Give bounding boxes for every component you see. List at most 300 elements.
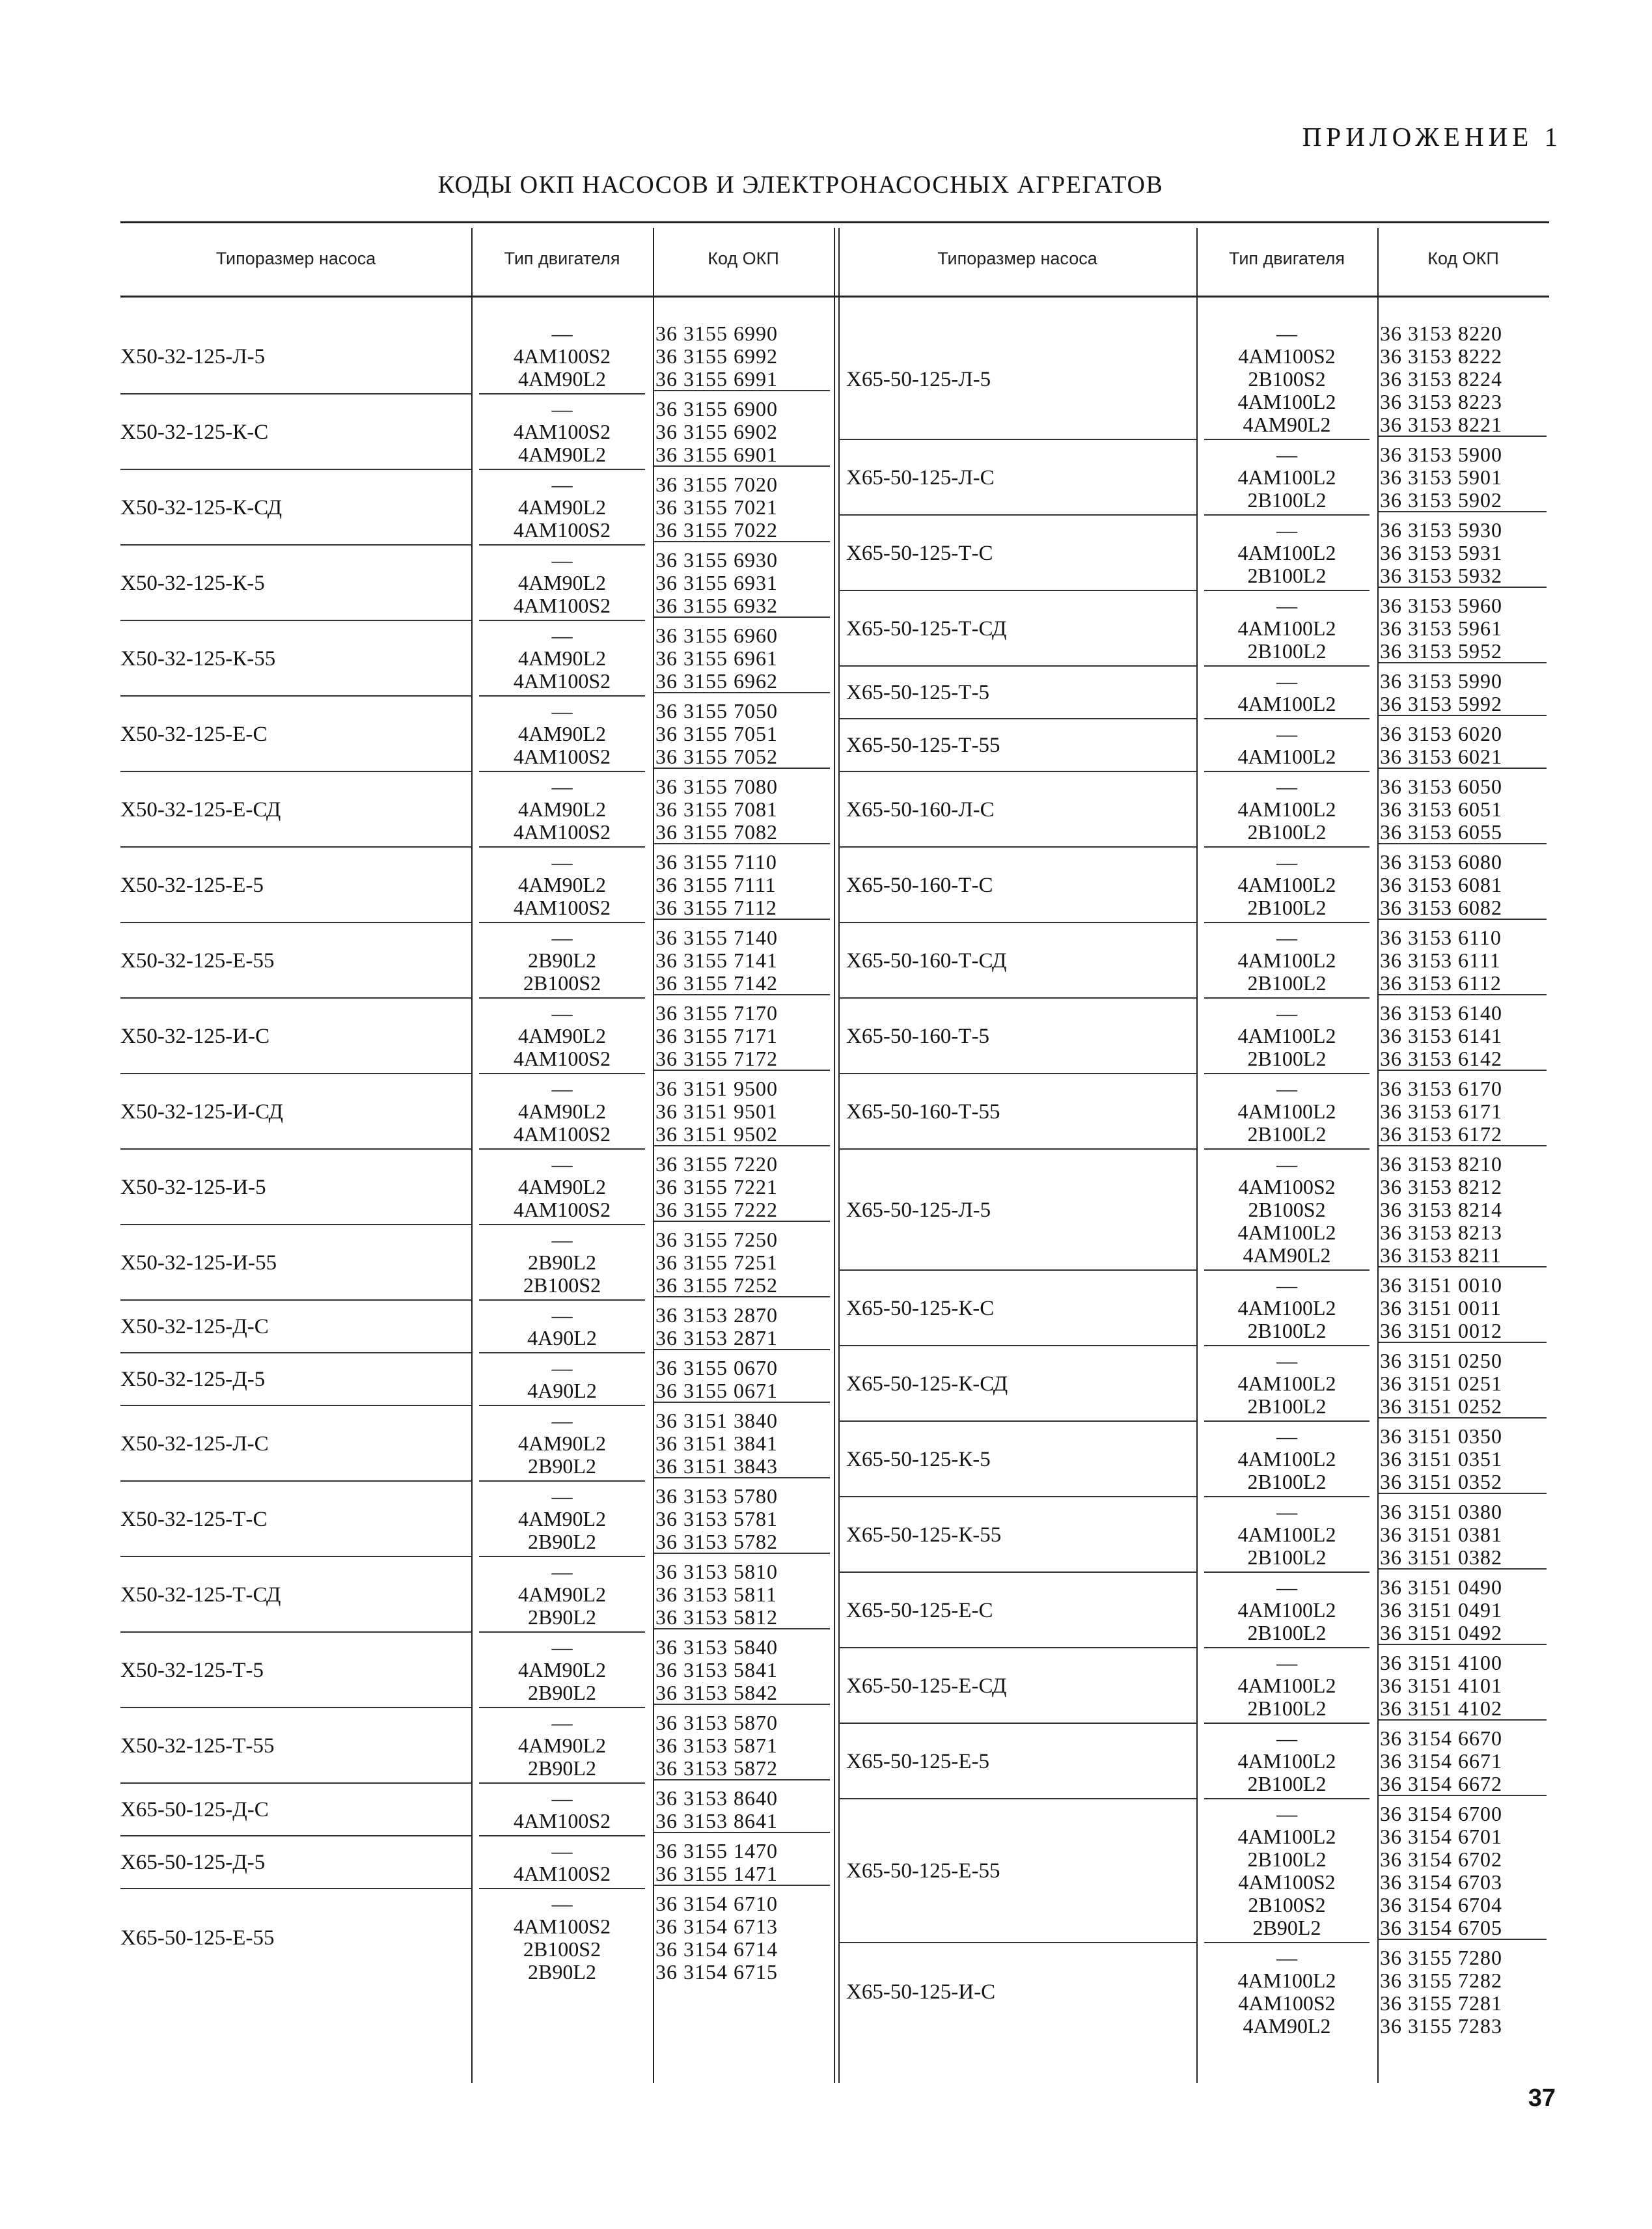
- row-separator: [1204, 718, 1370, 719]
- okp-code-cell: 36 3153 8641: [655, 1809, 778, 1833]
- row-separator: [1379, 1568, 1547, 1570]
- row-separator: [654, 994, 830, 995]
- okp-code-cell: 36 3153 5952: [1380, 639, 1502, 663]
- okp-code-cell: 36 3153 8210: [1380, 1152, 1502, 1176]
- pump-size-cell: Х50-32-125-Е-55: [120, 948, 275, 973]
- okp-code-cell: 36 3155 7283: [1380, 2014, 1502, 2038]
- row-separator: [654, 1070, 830, 1071]
- okp-code-cell: 36 3155 7110: [655, 850, 777, 874]
- okp-code-cell: 36 3155 7082: [655, 820, 778, 844]
- okp-code-cell: 36 3153 2870: [655, 1303, 778, 1327]
- okp-code-cell: 36 3151 0491: [1380, 1598, 1502, 1622]
- motor-type-cell: —: [551, 548, 573, 572]
- okp-code-cell: 36 3154 6670: [1380, 1726, 1502, 1750]
- row-separator: [479, 1405, 645, 1406]
- row-separator: [1204, 1420, 1370, 1422]
- motor-type-cell: —: [551, 1356, 573, 1379]
- okp-code-cell: 36 3153 5872: [655, 1756, 778, 1780]
- row-separator: [654, 1779, 830, 1780]
- row-separator: [838, 665, 1196, 667]
- row-separator: [1379, 587, 1547, 588]
- motor-type-cell: 2В100S2: [1248, 1198, 1326, 1221]
- motor-type-cell: 4АМ100L2: [1237, 390, 1336, 413]
- okp-code-cell: 36 3154 6713: [655, 1915, 778, 1938]
- pump-size-cell: Х50-32-125-Д-5: [120, 1368, 266, 1391]
- pump-size-cell: Х65-50-125-Т-СД: [846, 616, 1007, 641]
- okp-code-cell: 36 3153 6141: [1380, 1024, 1502, 1047]
- okp-code-cell: 36 3155 7170: [655, 1001, 778, 1025]
- okp-code-cell: 36 3153 5782: [655, 1530, 778, 1553]
- pump-size-cell: Х65-50-125-Л-5: [846, 367, 991, 391]
- motor-type-cell: 4АМ100L2: [1237, 1674, 1336, 1697]
- motor-type-cell: 4АМ90L2: [517, 1432, 607, 1455]
- motor-type-cell: —: [551, 1484, 573, 1508]
- row-separator: [654, 1628, 830, 1629]
- okp-code-cell: 36 3154 6700: [1380, 1802, 1502, 1825]
- motor-type-cell: —: [1276, 1802, 1297, 1825]
- page-number: 37: [1528, 2084, 1556, 2112]
- row-separator: [479, 1299, 645, 1301]
- okp-code-cell: 36 3153 6082: [1380, 896, 1502, 919]
- okp-code-cell: 36 3154 6701: [1380, 1825, 1502, 1848]
- motor-type-cell: 4АМ100L2: [1237, 797, 1336, 821]
- motor-type-cell: —: [551, 322, 573, 345]
- row-separator: [120, 620, 471, 621]
- header-pump-size-left: Типоразмер насоса: [215, 248, 376, 268]
- pump-size-cell: Х65-50-160-Т-С: [846, 873, 993, 897]
- motor-type-cell: —: [551, 1077, 573, 1100]
- row-separator: [1204, 1148, 1370, 1150]
- motor-type-cell: —: [1276, 518, 1297, 542]
- motor-type-cell: 4АМ100L2: [1237, 616, 1336, 640]
- okp-code-cell: 36 3153 8214: [1380, 1198, 1502, 1221]
- row-separator: [120, 1782, 471, 1784]
- okp-code-cell: 36 3151 9502: [655, 1122, 778, 1146]
- okp-code-cell: 36 3151 4101: [1380, 1674, 1502, 1697]
- okp-code-cell: 36 3153 6055: [1380, 820, 1502, 844]
- row-separator: [1379, 1417, 1547, 1419]
- row-separator: [654, 1402, 830, 1403]
- row-separator: [479, 469, 645, 470]
- row-separator: [838, 1269, 1196, 1271]
- pump-size-cell: Х65-50-125-К-5: [846, 1447, 991, 1471]
- motor-type-cell: 2В100L2: [1247, 1470, 1327, 1493]
- motor-type-cell: 4АМ100S2: [513, 1198, 611, 1221]
- motor-type-cell: 4АМ100L2: [1237, 541, 1336, 564]
- pump-size-cell: Х50-32-125-Е-СД: [120, 797, 281, 822]
- row-separator: [838, 1723, 1196, 1724]
- okp-code-cell: 36 3153 5871: [655, 1734, 778, 1757]
- motor-type-cell: —: [551, 926, 573, 949]
- motor-type-cell: 4АМ100S2: [513, 669, 611, 693]
- okp-code-cell: 36 3153 8212: [1380, 1175, 1502, 1198]
- motor-type-cell: 4АМ90L2: [517, 1100, 607, 1123]
- pump-size-cell: Х65-50-160-Т-5: [846, 1024, 989, 1048]
- row-separator: [120, 469, 471, 470]
- pump-size-cell: Х65-50-125-И-С: [846, 1980, 996, 2004]
- pump-size-cell: Х65-50-125-Е-5: [846, 1749, 989, 1773]
- okp-code-cell: 36 3153 6112: [1380, 971, 1502, 995]
- okp-code-cell: 36 3151 9501: [655, 1100, 778, 1123]
- row-separator: [1379, 1939, 1547, 1940]
- pump-size-cell: Х50-32-125-Т-55: [120, 1734, 275, 1758]
- row-separator: [838, 1148, 1196, 1150]
- motor-type-cell: 4АМ100L2: [1237, 465, 1336, 489]
- header-okp-code-right: Код ОКП: [1427, 248, 1499, 268]
- pump-size-cell: Х65-50-125-Т-5: [846, 681, 989, 704]
- pump-size-cell: Х65-50-125-Е-С: [846, 1598, 993, 1622]
- motor-type-cell: 4АМ90L2: [517, 367, 607, 391]
- motor-type-cell: —: [551, 397, 573, 421]
- row-separator: [479, 1073, 645, 1074]
- okp-code-cell: 36 3155 7080: [655, 775, 778, 798]
- okp-code-cell: 36 3155 6961: [655, 646, 778, 670]
- row-separator: [120, 1480, 471, 1482]
- row-separator: [654, 1349, 830, 1350]
- okp-code-cell: 36 3154 6704: [1380, 1893, 1502, 1917]
- motor-type-cell: —: [1276, 1726, 1297, 1750]
- okp-code-cell: 36 3153 6111: [1380, 948, 1501, 972]
- row-separator: [1379, 511, 1547, 512]
- row-separator: [1204, 846, 1370, 848]
- motor-type-cell: —: [551, 1711, 573, 1734]
- okp-code-cell: 36 3153 6170: [1380, 1077, 1502, 1100]
- motor-type-cell: —: [551, 1152, 573, 1176]
- row-separator: [838, 1571, 1196, 1573]
- motor-type-cell: 4АМ100L2: [1237, 1749, 1336, 1773]
- motor-type-cell: —: [1276, 1651, 1297, 1674]
- okp-code-cell: 36 3151 0012: [1380, 1319, 1502, 1342]
- okp-code-cell: 36 3153 5992: [1380, 692, 1502, 715]
- pump-size-cell: Х50-32-125-Т-СД: [120, 1583, 281, 1607]
- okp-code-cell: 36 3155 7022: [655, 518, 778, 542]
- okp-code-cell: 36 3151 3841: [655, 1432, 778, 1455]
- okp-code-cell: 36 3151 0011: [1380, 1296, 1502, 1320]
- okp-code-cell: 36 3155 7220: [655, 1152, 778, 1176]
- okp-code-cell: 36 3155 7141: [655, 948, 778, 972]
- motor-type-cell: 4АМ90L2: [517, 873, 607, 896]
- row-separator: [120, 1299, 471, 1301]
- row-separator: [654, 1296, 830, 1297]
- motor-type-cell: 4АМ90L2: [517, 1583, 607, 1606]
- row-separator: [654, 1477, 830, 1478]
- pump-size-cell: Х50-32-125-И-СД: [120, 1100, 283, 1124]
- pump-size-cell: Х50-32-125-И-С: [120, 1024, 270, 1048]
- row-separator: [1204, 439, 1370, 440]
- row-separator: [479, 695, 645, 697]
- row-separator: [120, 393, 471, 395]
- pump-size-cell: Х65-50-125-К-СД: [846, 1372, 1008, 1396]
- okp-code-cell: 36 3153 5930: [1380, 518, 1502, 542]
- motor-type-cell: 4АМ100L2: [1237, 1598, 1336, 1622]
- motor-type-cell: 4АМ100S2: [513, 745, 611, 768]
- okp-code-cell: 36 3155 7222: [655, 1198, 778, 1221]
- okp-code-cell: 36 3153 5841: [655, 1658, 778, 1682]
- row-separator: [654, 616, 830, 618]
- motor-type-cell: 2В100S2: [1248, 367, 1326, 391]
- motor-type-cell: —: [1276, 443, 1297, 466]
- row-separator: [1379, 436, 1547, 437]
- row-separator: [654, 1221, 830, 1222]
- motor-type-cell: 4АМ100S2: [513, 344, 611, 368]
- row-separator: [120, 695, 471, 697]
- row-separator: [1379, 1266, 1547, 1267]
- row-separator: [654, 1553, 830, 1554]
- motor-type-cell: 2В90L2: [528, 1960, 596, 1984]
- row-separator: [120, 1631, 471, 1633]
- okp-code-cell: 36 3153 8211: [1380, 1243, 1502, 1267]
- motor-type-cell: —: [551, 1001, 573, 1025]
- motor-type-cell: 4АМ100L2: [1237, 692, 1336, 715]
- motor-type-cell: —: [551, 850, 573, 874]
- row-separator: [654, 692, 830, 693]
- motor-type-cell: 2В90L2: [1252, 1916, 1321, 1939]
- okp-code-cell: 36 3154 6671: [1380, 1749, 1502, 1773]
- okp-code-cell: 36 3155 6902: [655, 420, 778, 443]
- header-motor-type-left: Тип двигателя: [504, 248, 620, 268]
- pump-size-cell: Х65-50-125-Е-55: [846, 1859, 1000, 1883]
- okp-code-cell: 36 3151 0351: [1380, 1447, 1502, 1471]
- motor-type-cell: 2В90L2: [528, 1454, 596, 1478]
- row-separator: [120, 771, 471, 772]
- motor-type-cell: 4АМ90L2: [517, 1507, 607, 1530]
- okp-code-cell: 36 3153 8213: [1380, 1221, 1502, 1244]
- header-motor-type-right: Тип двигателя: [1229, 248, 1345, 268]
- row-separator: [120, 1556, 471, 1557]
- row-separator: [120, 1835, 471, 1836]
- motor-type-cell: 4АМ100L2: [1237, 1969, 1336, 1992]
- okp-code-cell: 36 3153 8220: [1380, 322, 1502, 345]
- pump-size-cell: Х65-50-125-Т-55: [846, 734, 1000, 757]
- row-separator: [120, 1148, 471, 1150]
- okp-code-cell: 36 3155 0670: [655, 1356, 778, 1379]
- okp-code-cell: 36 3155 7081: [655, 797, 778, 821]
- header-okp-code-left: Код ОКП: [708, 248, 779, 268]
- okp-code-cell: 36 3155 7050: [655, 699, 778, 723]
- okp-code-cell: 36 3151 3840: [655, 1409, 778, 1432]
- row-separator: [654, 768, 830, 769]
- motor-type-cell: 2В100L2: [1247, 1848, 1327, 1871]
- okp-code-cell: 36 3154 6714: [655, 1937, 778, 1961]
- okp-code-cell: 36 3153 6020: [1380, 722, 1502, 745]
- pump-size-cell: Х50-32-125-Л-С: [120, 1432, 269, 1456]
- row-separator: [479, 1148, 645, 1150]
- row-separator: [1379, 1145, 1547, 1146]
- motor-type-cell: —: [551, 1839, 573, 1862]
- motor-type-cell: 2В90L2: [528, 1756, 596, 1780]
- motor-type-cell: 4АМ90L2: [517, 646, 607, 670]
- row-separator: [1379, 768, 1547, 769]
- motor-type-cell: 2В100L2: [1247, 896, 1327, 919]
- motor-type-cell: 4АМ100L2: [1237, 1296, 1336, 1320]
- motor-type-cell: 4АМ100L2: [1237, 1523, 1336, 1546]
- okp-code-cell: 36 3153 8640: [655, 1786, 778, 1810]
- motor-type-cell: 2В100S2: [523, 1273, 601, 1297]
- motor-type-cell: —: [551, 775, 573, 798]
- motor-type-cell: —: [1276, 1077, 1297, 1100]
- motor-type-cell: 2В90L2: [528, 1681, 596, 1704]
- okp-code-cell: 36 3153 6080: [1380, 850, 1502, 874]
- row-separator: [479, 922, 645, 923]
- pump-size-cell: Х65-50-160-Л-С: [846, 797, 995, 822]
- motor-type-cell: —: [551, 1409, 573, 1432]
- row-separator: [1379, 919, 1547, 920]
- row-separator: [120, 544, 471, 546]
- okp-code-cell: 36 3155 7280: [1380, 1946, 1502, 1969]
- okp-code-cell: 36 3153 6140: [1380, 1001, 1502, 1025]
- okp-code-cell: 36 3155 7142: [655, 971, 778, 995]
- okp-code-cell: 36 3154 6710: [655, 1892, 778, 1915]
- row-separator: [1204, 1571, 1370, 1573]
- okp-code-cell: 36 3151 0251: [1380, 1372, 1502, 1395]
- okp-code-cell: 36 3155 6992: [655, 344, 778, 368]
- motor-type-cell: —: [1276, 669, 1297, 693]
- pump-size-cell: Х65-50-125-К-55: [846, 1523, 1002, 1547]
- okp-code-cell: 36 3151 9500: [655, 1077, 778, 1100]
- okp-code-cell: 36 3153 5781: [655, 1507, 778, 1530]
- motor-type-cell: 4А90L2: [527, 1326, 597, 1350]
- okp-code-cell: 36 3154 6703: [1380, 1870, 1502, 1894]
- okp-code-cell: 36 3153 6172: [1380, 1122, 1502, 1146]
- motor-type-cell: —: [551, 473, 573, 496]
- motor-type-cell: 4АМ100L2: [1237, 1372, 1336, 1395]
- row-separator: [1379, 1493, 1547, 1494]
- row-separator: [838, 1420, 1196, 1422]
- row-separator: [120, 997, 471, 999]
- row-separator: [120, 1073, 471, 1074]
- pump-size-cell: Х65-50-125-Л-С: [846, 465, 995, 490]
- row-separator: [838, 997, 1196, 999]
- okp-code-cell: 36 3155 0671: [655, 1379, 778, 1402]
- okp-code-cell: 36 3153 8223: [1380, 390, 1502, 413]
- okp-code-cell: 36 3153 6050: [1380, 775, 1502, 798]
- motor-type-cell: 2В100L2: [1247, 1047, 1327, 1070]
- okp-code-cell: 36 3155 7112: [655, 896, 777, 919]
- motor-type-cell: —: [1276, 1424, 1297, 1448]
- okp-code-cell: 36 3155 7221: [655, 1175, 778, 1198]
- motor-type-cell: —: [551, 1635, 573, 1659]
- row-separator: [654, 465, 830, 467]
- motor-type-cell: —: [551, 699, 573, 723]
- okp-code-cell: 36 3155 6960: [655, 624, 778, 647]
- pump-size-cell: Х65-50-125-Л-5: [846, 1198, 991, 1222]
- okp-code-cell: 36 3154 6715: [655, 1960, 778, 1984]
- row-separator: [479, 1782, 645, 1784]
- okp-code-cell: 36 3153 5990: [1380, 669, 1502, 693]
- pump-size-cell: Х65-50-160-Т-55: [846, 1100, 1000, 1124]
- okp-code-cell: 36 3155 7111: [655, 873, 777, 896]
- row-separator: [479, 1835, 645, 1836]
- row-separator: [1204, 665, 1370, 667]
- pump-size-cell: Х65-50-125-К-С: [846, 1296, 995, 1320]
- okp-code-cell: 36 3155 6990: [655, 322, 778, 345]
- okp-code-cell: 36 3153 6051: [1380, 797, 1502, 821]
- row-separator: [1379, 1342, 1547, 1343]
- okp-code-cell: 36 3155 7051: [655, 722, 778, 745]
- motor-type-cell: —: [551, 1892, 573, 1915]
- row-separator: [1379, 1644, 1547, 1645]
- okp-code-cell: 36 3155 7282: [1380, 1969, 1502, 1992]
- okp-code-cell: 36 3155 7281: [1380, 1991, 1502, 2015]
- motor-type-cell: 2В100L2: [1247, 1545, 1327, 1569]
- row-separator: [120, 1405, 471, 1406]
- row-separator: [1379, 1070, 1547, 1071]
- motor-type-cell: 2В100L2: [1247, 1621, 1327, 1644]
- motor-type-cell: 4АМ100L2: [1237, 1100, 1336, 1123]
- motor-type-cell: 2В100L2: [1247, 1319, 1327, 1342]
- okp-code-cell: 36 3151 4100: [1380, 1651, 1502, 1674]
- row-separator: [1379, 1795, 1547, 1796]
- motor-type-cell: —: [1276, 594, 1297, 617]
- pump-size-cell: Х50-32-125-Т-5: [120, 1658, 264, 1682]
- row-separator: [654, 1704, 830, 1705]
- row-separator: [838, 1496, 1196, 1497]
- motor-type-cell: 2В100L2: [1247, 820, 1327, 844]
- row-separator: [1204, 1723, 1370, 1724]
- row-separator: [1204, 590, 1370, 591]
- okp-code-cell: 36 3151 0492: [1380, 1621, 1502, 1644]
- motor-type-cell: 4АМ100S2: [1238, 1870, 1336, 1894]
- row-separator: [838, 771, 1196, 772]
- row-separator: [654, 1145, 830, 1146]
- motor-type-cell: —: [551, 1786, 573, 1810]
- okp-code-cell: 36 3153 5931: [1380, 541, 1502, 564]
- okp-code-cell: 36 3153 8221: [1380, 413, 1502, 436]
- motor-type-cell: —: [1276, 1349, 1297, 1372]
- motor-type-cell: —: [1276, 1575, 1297, 1599]
- okp-code-cell: 36 3153 5961: [1380, 616, 1502, 640]
- okp-code-cell: 36 3153 5810: [655, 1560, 778, 1583]
- motor-type-cell: 2В100S2: [523, 1937, 601, 1961]
- row-separator: [838, 514, 1196, 516]
- appendix-label: ПРИЛОЖЕНИЕ 1: [1302, 122, 1562, 152]
- okp-code-cell: 36 3155 7251: [655, 1251, 778, 1274]
- row-separator: [479, 620, 645, 621]
- okp-code-cell: 36 3153 5812: [655, 1605, 778, 1629]
- row-separator: [838, 1647, 1196, 1648]
- okp-code-cell: 36 3153 5900: [1380, 443, 1502, 466]
- okp-code-cell: 36 3153 5960: [1380, 594, 1502, 617]
- row-separator: [479, 1480, 645, 1482]
- okp-code-cell: 36 3155 7171: [655, 1024, 778, 1047]
- okp-code-cell: 36 3155 7140: [655, 926, 778, 949]
- column-divider: [834, 228, 835, 2083]
- motor-type-cell: 4АМ100S2: [513, 896, 611, 919]
- okp-code-cell: 36 3153 2871: [655, 1326, 778, 1350]
- motor-type-cell: 4АМ90L2: [517, 1734, 607, 1757]
- okp-code-cell: 36 3153 5902: [1380, 488, 1502, 512]
- row-separator: [838, 718, 1196, 719]
- okp-code-cell: 36 3153 5932: [1380, 564, 1502, 587]
- motor-type-cell: 4АМ90L2: [517, 495, 607, 519]
- pump-size-cell: Х50-32-125-Л-5: [120, 344, 266, 368]
- row-separator: [1204, 1345, 1370, 1346]
- row-separator: [1204, 1647, 1370, 1648]
- row-separator: [654, 1832, 830, 1833]
- row-separator: [1204, 1942, 1370, 1943]
- motor-type-cell: 4АМ100S2: [513, 1047, 611, 1070]
- okp-code-cell: 36 3155 6901: [655, 443, 778, 466]
- motor-type-cell: —: [1276, 1152, 1297, 1176]
- motor-type-cell: —: [551, 624, 573, 647]
- okp-code-cell: 36 3153 5842: [655, 1681, 778, 1704]
- motor-type-cell: 2В100L2: [1247, 1394, 1327, 1418]
- row-separator: [1204, 514, 1370, 516]
- okp-code-cell: 36 3151 0381: [1380, 1523, 1502, 1546]
- okp-code-cell: 36 3155 7052: [655, 745, 778, 768]
- motor-type-cell: —: [1276, 1273, 1297, 1297]
- pump-size-cell: Х50-32-125-К-СД: [120, 495, 282, 519]
